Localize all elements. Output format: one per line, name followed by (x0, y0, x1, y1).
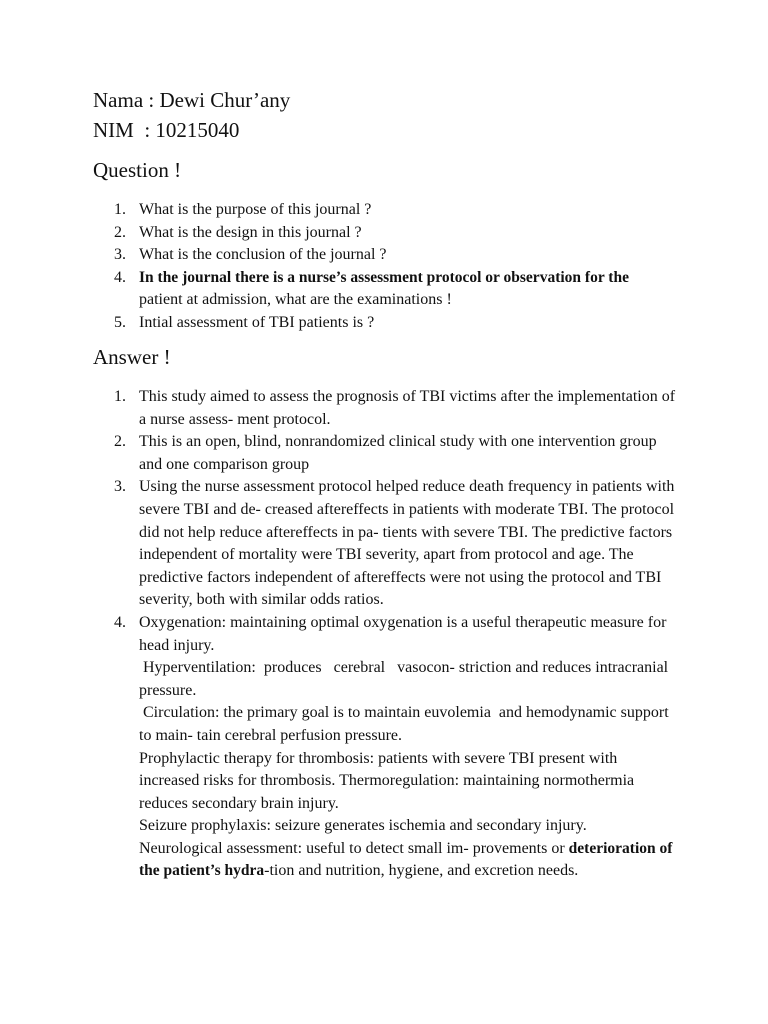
student-name-line: Nama : Dewi Chur’any (93, 88, 291, 112)
question-text (139, 267, 679, 312)
answer-seizure: Seizure prophylaxis: seizure generates ischemia and secondary injury. (139, 817, 587, 835)
question-item (0, 267, 679, 312)
student-nim-line: NIM : 10215040 (93, 118, 240, 142)
answer-neurological (139, 838, 679, 883)
answer-circulation: Circulation: the primary goal is to maintain euvolemia and hemodynamic support to main- tain cerebral perfusion pressure. (139, 704, 673, 744)
answer-prophylactic: Prophylactic therapy for thrombosis: patients with severe TBI present with increased risks for thrombosis. Thermoregulation: maintaining normothermia reduces secondary brain injury. (139, 749, 635, 812)
question-bold-text: In the journal there is a nurse’s assessment protocol or observation for the (139, 268, 629, 286)
answer-text: This is an open, blind, nonrandomized clinical study with one intervention group and one comparison group (139, 433, 657, 473)
question-number: 5. (114, 313, 126, 331)
answer-oxygenation: Oxygenation: maintaining optimal oxygenation is a useful therapeutic measure for head injury. (139, 613, 667, 654)
answer-number: 2. (114, 433, 126, 451)
question-heading: Question ! (93, 158, 182, 182)
answer-number: 1. (114, 388, 126, 405)
answer-neuro-plain: Neurological assessment: useful to detect small im- provements or (139, 839, 565, 857)
answer-neuro-rest: -tion and nutrition, hygiene, and excretion needs. (264, 862, 579, 880)
answer-item (0, 431, 679, 476)
answer-heading: Answer ! (93, 345, 171, 369)
question-item (0, 222, 679, 245)
answer-item (0, 476, 679, 612)
question-text-continued: patient at admission, what are the examinations ! (139, 291, 452, 309)
question-list (0, 199, 679, 335)
answer-number: 4. (114, 613, 126, 631)
answer-item (0, 386, 679, 431)
question-number: 3. (114, 246, 126, 264)
question-text: What is the conclusion of the journal ? (139, 246, 387, 264)
answer-neuro-bold: deterioration of the patient’s hydra (139, 839, 673, 880)
question-item (0, 199, 679, 222)
question-number: 2. (114, 223, 126, 241)
answer-text: This study aimed to assess the prognosis of TBI victims after the implementation of a nurse assess- ment protocol. (139, 388, 676, 428)
answer-hyperventilation: Hyperventilation: produces cerebral vasocon- striction and reduces intracranial pressure. (139, 659, 677, 699)
answer-text: Using the nurse assessment protocol helped reduce death frequency in patients with severe TBI and de- creased aftereffects in patients with moderate TBI. The protocol did not help reduce aftereffects in pa- tients with severe TBI. The predictive factors independent of mortality were TBI severity, apart from protocol and age. The predictive factors independent of aftereffects were not using the protocol and TBI severity, both with similar odds ratios. (139, 478, 675, 609)
question-text: Intial assessment of TBI patients is ? (139, 313, 375, 331)
question-text: What is the purpose of this journal ? (139, 201, 372, 218)
question-item (0, 312, 679, 335)
answer-list (0, 386, 679, 883)
question-item (0, 244, 679, 267)
question-number: 1. (114, 201, 126, 218)
question-number: 4. (114, 268, 126, 286)
answer-number: 3. (114, 478, 126, 496)
question-text: What is the design in this journal ? (139, 223, 362, 241)
answer-item (0, 612, 679, 883)
